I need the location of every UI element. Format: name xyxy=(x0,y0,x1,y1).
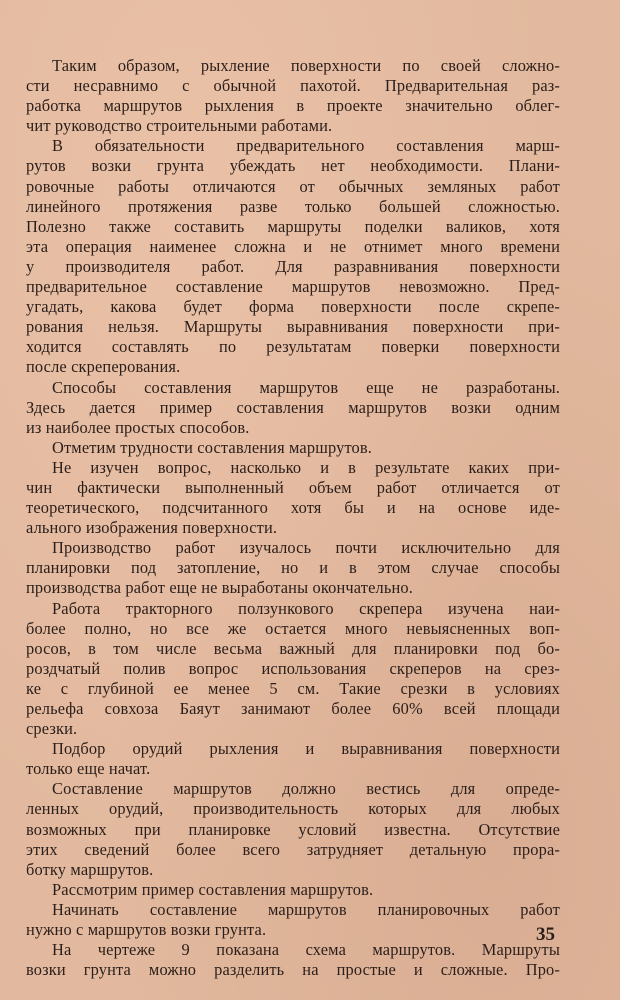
text-line: производства работ еще не выработаны окончательно. xyxy=(26,578,413,598)
text-line: Составление маршрутов должно вестись для опреде- xyxy=(52,779,560,799)
text-line: Производство работ изучалось почти исключительно для xyxy=(52,538,560,558)
text-line: этих сведений более всего затрудняет детальную прора- xyxy=(26,839,560,859)
text-line: угадать, какова будет форма поверхности после скрепе- xyxy=(26,297,560,317)
text-line: работка маршрутов рыхления в проекте значительно облег- xyxy=(26,96,560,116)
text-line: более полно, но все же остается много невыясненных воп- xyxy=(26,618,560,638)
text-line: Таким образом, рыхление поверхности по своей сложно- xyxy=(52,56,560,75)
text-line: Полезно также составить маршруты поделки валиков, хотя xyxy=(26,216,560,236)
text-line: ленных орудий, производительность которых для любых xyxy=(26,799,560,819)
text-line: Здесь дается пример составления маршрутов возки одним xyxy=(26,397,560,417)
page-number: 35 xyxy=(536,924,555,945)
text-line: нужно с маршрутов возки грунта. xyxy=(26,920,267,940)
body-text xyxy=(26,56,560,980)
text-line: чин фактически выполненный объем работ отличается от xyxy=(26,477,560,497)
text-line: Начинать составление маршрутов планировочных работ xyxy=(52,899,560,919)
text-line: ровочные работы отличаются от обычных земляных работ xyxy=(26,176,560,196)
text-line: ального изображения поверхности. xyxy=(26,518,278,538)
text-line: Способы составления маршрутов еще не разработаны. xyxy=(52,377,560,397)
text-line: срезки. xyxy=(26,719,78,739)
text-line: после скреперования. xyxy=(26,357,181,377)
text-line: теоретического, подсчитанного хотя бы и на основе иде- xyxy=(26,498,560,518)
text-line: возки грунта можно разделить на простые и сложные. Про- xyxy=(26,960,560,980)
text-line: Подбор орудий рыхления и выравнивания поверхности xyxy=(52,739,560,759)
text-line: из наиболее простых способов. xyxy=(26,417,250,437)
text-line: рельефа совхоза Баяут занимают более 60% всей площади xyxy=(26,699,560,718)
text-line: ходится составлять по результатам поверки поверхности xyxy=(26,337,560,357)
text-line: В обязательности предварительного составления марш- xyxy=(52,136,560,156)
text-line: ботку маршрутов. xyxy=(26,859,154,879)
text-line: рутов возки грунта убеждать нет необходимости. Плани- xyxy=(26,156,560,176)
text-line: ке с глубиной ее менее 5 см. Такие срезки в условиях xyxy=(26,678,560,698)
text-line: росов, в том числе весьма важный для планировки под бо- xyxy=(26,638,560,658)
text-line: Работа тракторного ползункового скрепера изучена наи- xyxy=(52,598,560,618)
text-line: планировки под затопление, но и в этом случае способы xyxy=(26,558,560,578)
text-line: На чертеже 9 показана схема маршрутов. Маршруты xyxy=(52,940,560,960)
text-line: только еще начат. xyxy=(26,759,151,779)
text-line: Отметим трудности составления маршрутов. xyxy=(52,437,373,457)
text-line: возможных при планировке условий известна. Отсутствие xyxy=(26,819,560,839)
text-line: рования нельзя. Маршруты выравнивания поверхности при- xyxy=(26,317,560,337)
text-line: роздчатый полив вопрос использования скреперов на срез- xyxy=(26,658,560,678)
text-line: сти несравнимо с обычной пахотой. Предварительная раз- xyxy=(26,76,560,96)
text-line: линейного протяжения разве только большей сложностью. xyxy=(26,196,560,216)
text-line: предварительное составление маршрутов невозможно. Пред- xyxy=(26,277,560,297)
text-line: Не изучен вопрос, насколько и в результате каких при- xyxy=(52,457,560,477)
text-line: чит руководство строительными работами. xyxy=(26,116,333,136)
text-line: Рассмотрим пример составления маршрутов. xyxy=(52,879,374,899)
text-line: эта операция наименее сложна и не отнимет много времени xyxy=(26,236,560,256)
text-line: у производителя работ. Для разравнивания поверхности xyxy=(26,256,560,276)
